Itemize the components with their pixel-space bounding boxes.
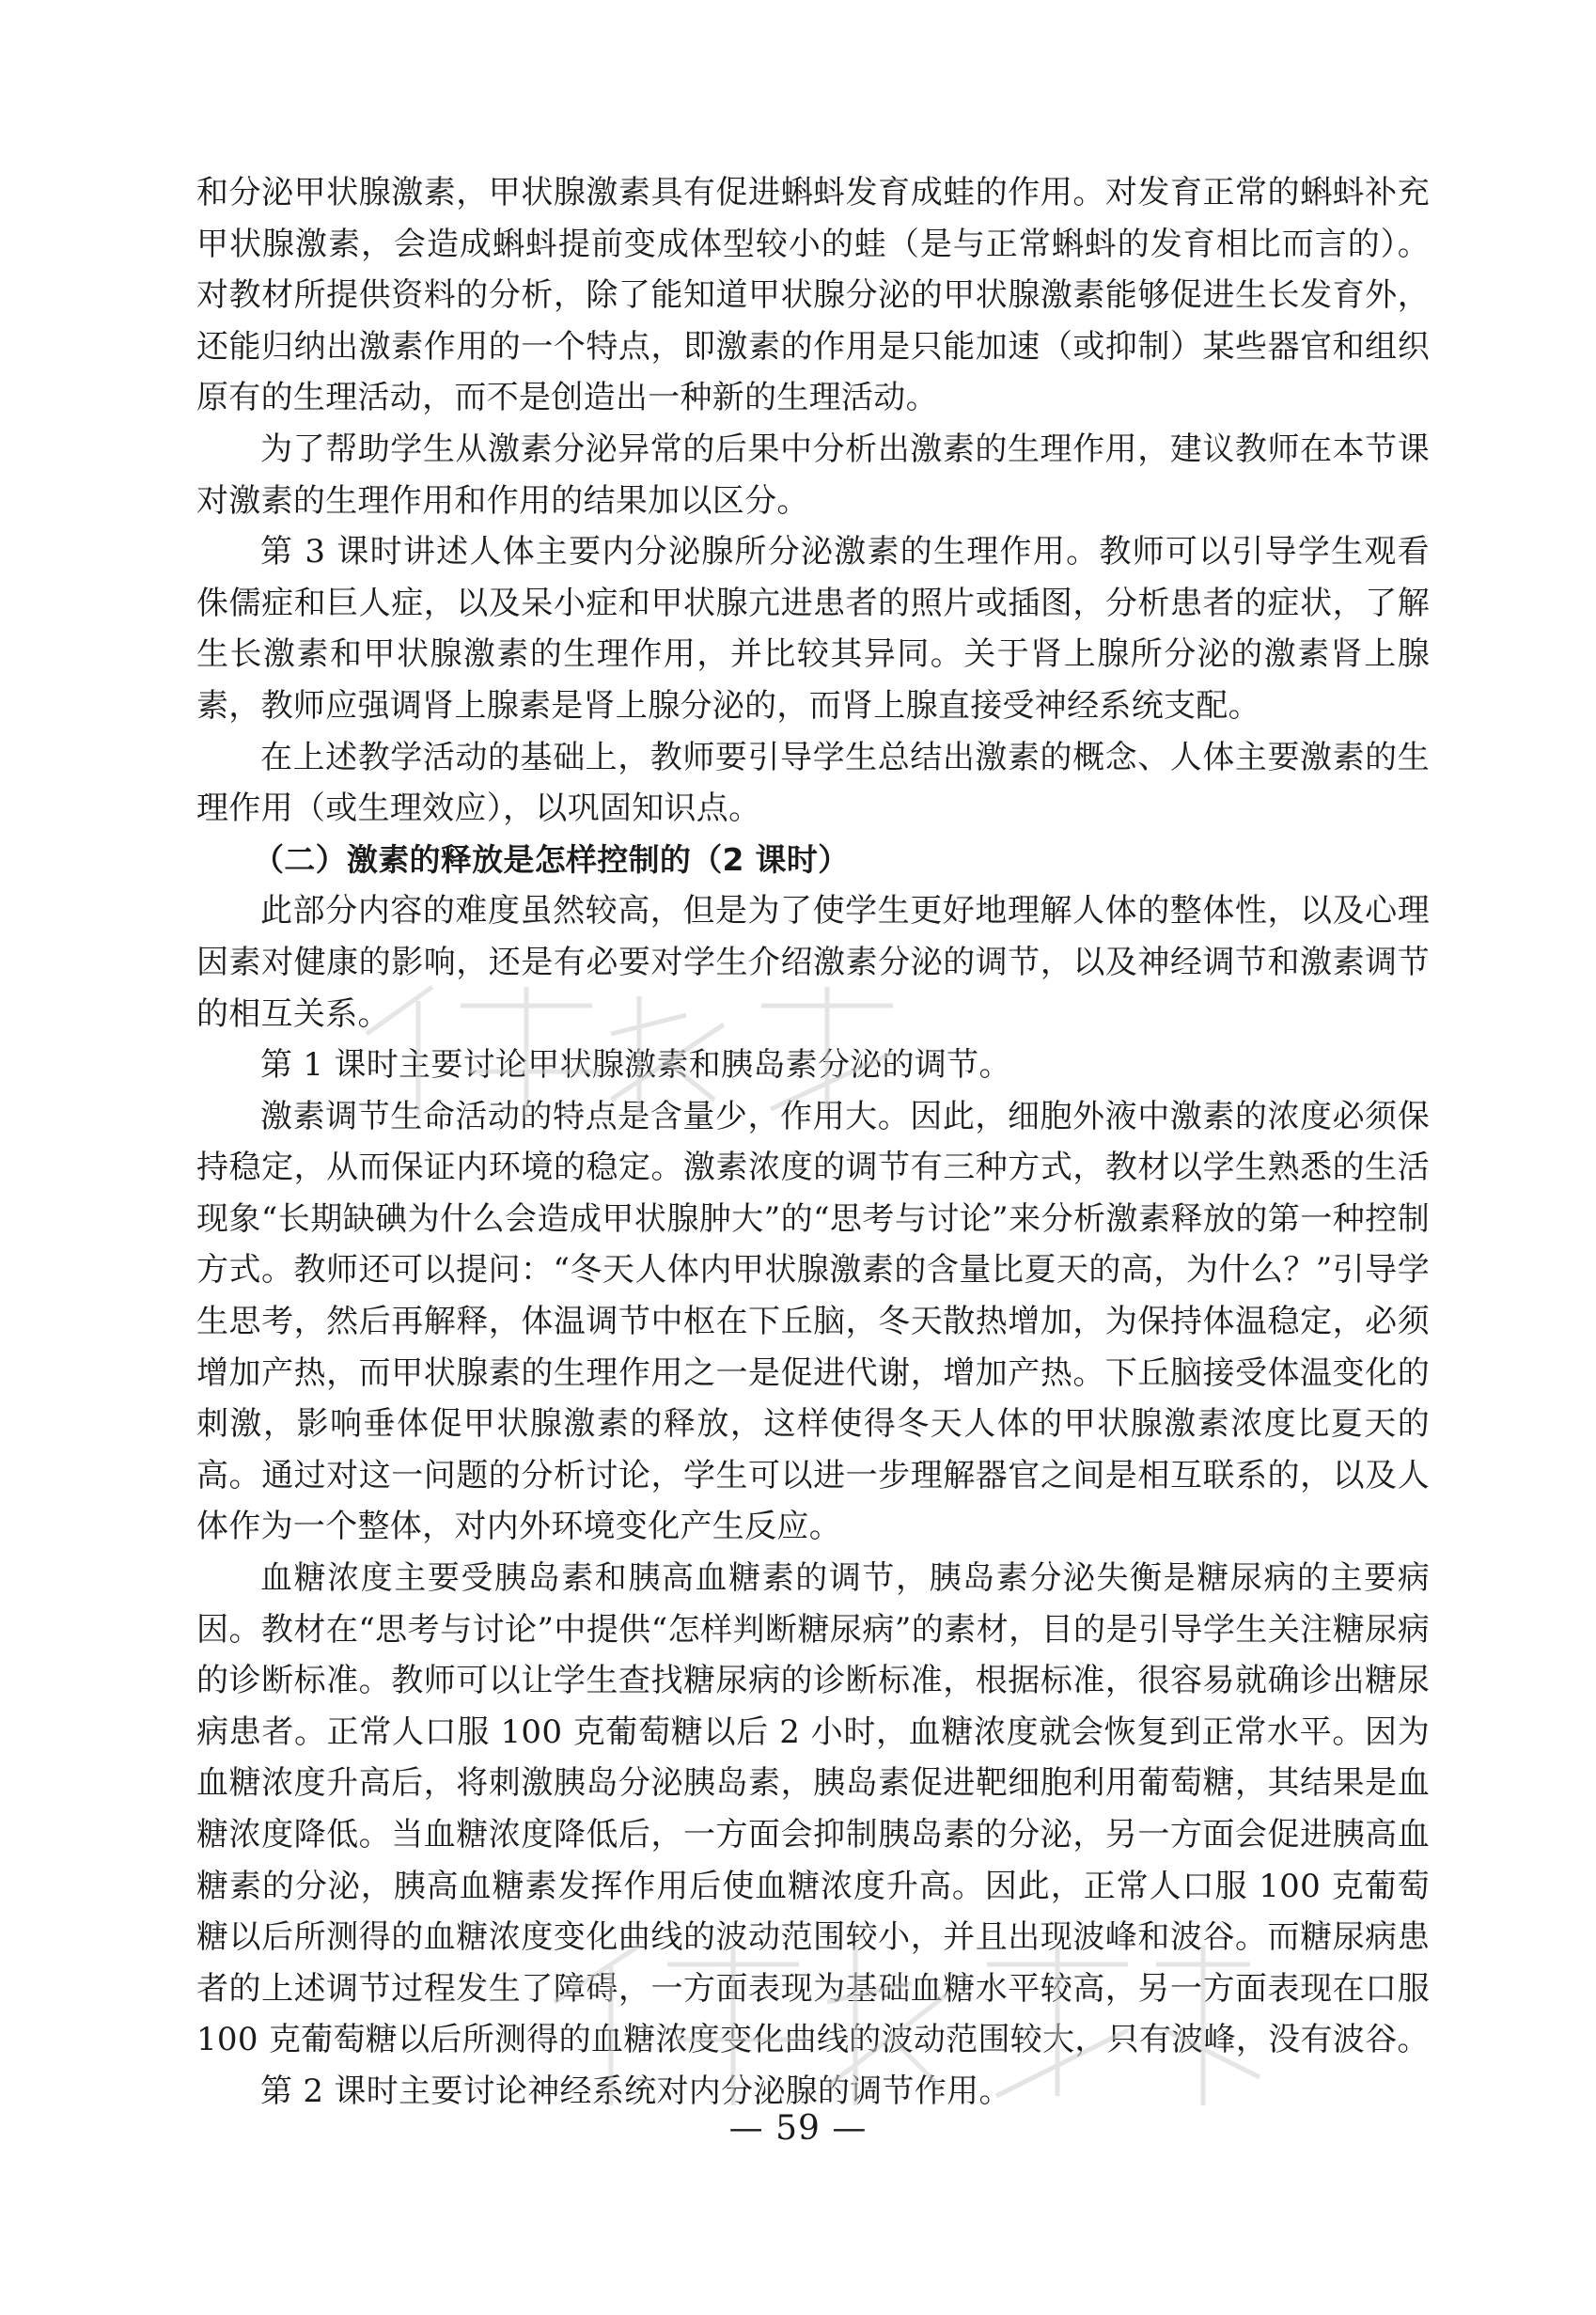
paragraph-10: 第 2 课时主要讨论神经系统对内分泌腺的调节作用。 xyxy=(260,2072,1011,2110)
paragraph-4: 在上述教学活动的基础上，教师要引导学生总结出激素的概念、人体主要激素的生理作用（或生理效应），以巩固知识点。 xyxy=(196,738,1430,828)
paragraph-3: 第 3 课时讲述人体主要内分泌腺所分泌激素的生理作用。教师可以引导学生观看侏儒症和巨人症，以及呆小症和甲状腺亢进患者的照片或插图，分析患者的症状，了解生长激素和甲状腺激素的生理作用，并比较其异同。关于肾上腺所分泌的激素肾上腺素，教师应强调肾上腺素是肾上腺分泌的，而肾上腺直接受神经系统支配。 xyxy=(196,533,1430,725)
paragraph-2: 为了帮助学生从激素分泌异常的后果中分析出激素的生理作用，建议教师在本节课对激素的生理作用和作用的结果加以区分。 xyxy=(196,430,1430,520)
paragraph-1: 和分泌甲状腺激素，甲状腺激素具有促进蝌蚪发育成蛙的作用。对发育正常的蝌蚪补充甲状腺激素，会造成蝌蚪提前变成体型较小的蛙（是与正常蝌蚪的发育相比而言的）。对教材所提供资料的分析，除了能知道甲状腺分泌的甲状腺激素能够促进生长发育外，还能归纳出激素作用的一个特点，即激素的作用是只能加速（或抑制）某些器官和组织原有的生理活动，而不是创造出一种新的生理活动。 xyxy=(196,174,1430,417)
paragraph-9: 血糖浓度主要受胰岛素和胰高血糖素的调节，胰岛素分泌失衡是糖尿病的主要病因。教材在“思考与讨论”中提供“怎样判断糖尿病”的素材，目的是引导学生关注糖尿病的诊断标准。教师可以让学生查找糖尿病的诊断标准，根据标准，很容易就确诊出糖尿病患者。正常人口服 100 克葡萄糖以后 2 小时，血糖浓度就会恢复到正常水平。因为血糖浓度升高后，将刺激胰岛分泌胰岛素，胰岛素促进靶细胞利用葡萄糖，其结果是血糖浓度降低。当血糖浓度降低后，一方面会抑制胰岛素的分泌，另一方面会促进胰高血糖素的分泌，胰高血糖素发挥作用后使血糖浓度升高。因此，正常人口服 100 克葡萄糖以后所测得的血糖浓度变化曲线的波动范围较小，并且出现波峰和波谷。而糖尿病患者的上述调节过程发生了障碍，一方面表现为基础血糖水平较高，另一方面表现在口服 100 克葡萄糖以后所测得的血糖浓度变化曲线的波动范围较大，只有波峰，没有波谷。 xyxy=(196,1559,1430,2059)
paragraph-7: 第 1 课时主要讨论甲状腺激素和胰岛素分泌的调节。 xyxy=(260,1046,1011,1085)
paragraph-8: 激素调节生命活动的特点是含量少，作用大。因此，细胞外液中激素的浓度必须保持稳定，从而保证内环境的稳定。激素浓度的调节有三种方式，教材以学生熟悉的生活现象“长期缺碘为什么会造成甲状腺肿大”的“思考与讨论”来分析激素释放的第一种控制方式。教师还可以提问：“冬天人体内甲状腺激素的含量比夏天的高，为什么？”引导学生思考，然后再解释，体温调节中枢在下丘脑，冬天散热增加，为保持体温稳定，必须增加产热，而甲状腺素的生理作用之一是促进代谢，增加产热。下丘脑接受体温变化的刺激，影响垂体促甲状腺激素的释放，这样使得冬天人体的甲状腺激素浓度比夏天的高。通过对这一问题的分析讨论，学生可以进一步理解器官之间是相互联系的，以及人体作为一个整体，对内外环境变化产生反应。 xyxy=(196,1097,1430,1546)
paragraph-6: 此部分内容的难度虽然较高，但是为了使学生更好地理解人体的整体性，以及心理因素对健康的影响，还是有必要对学生介绍激素分泌的调节，以及神经调节和激素调节的相互关系。 xyxy=(196,892,1430,1033)
section-heading: （二）激素的释放是怎样控制的（2 课时） xyxy=(253,840,850,878)
page-number: — 59 — xyxy=(728,2109,868,2148)
document-body xyxy=(196,167,1430,2118)
